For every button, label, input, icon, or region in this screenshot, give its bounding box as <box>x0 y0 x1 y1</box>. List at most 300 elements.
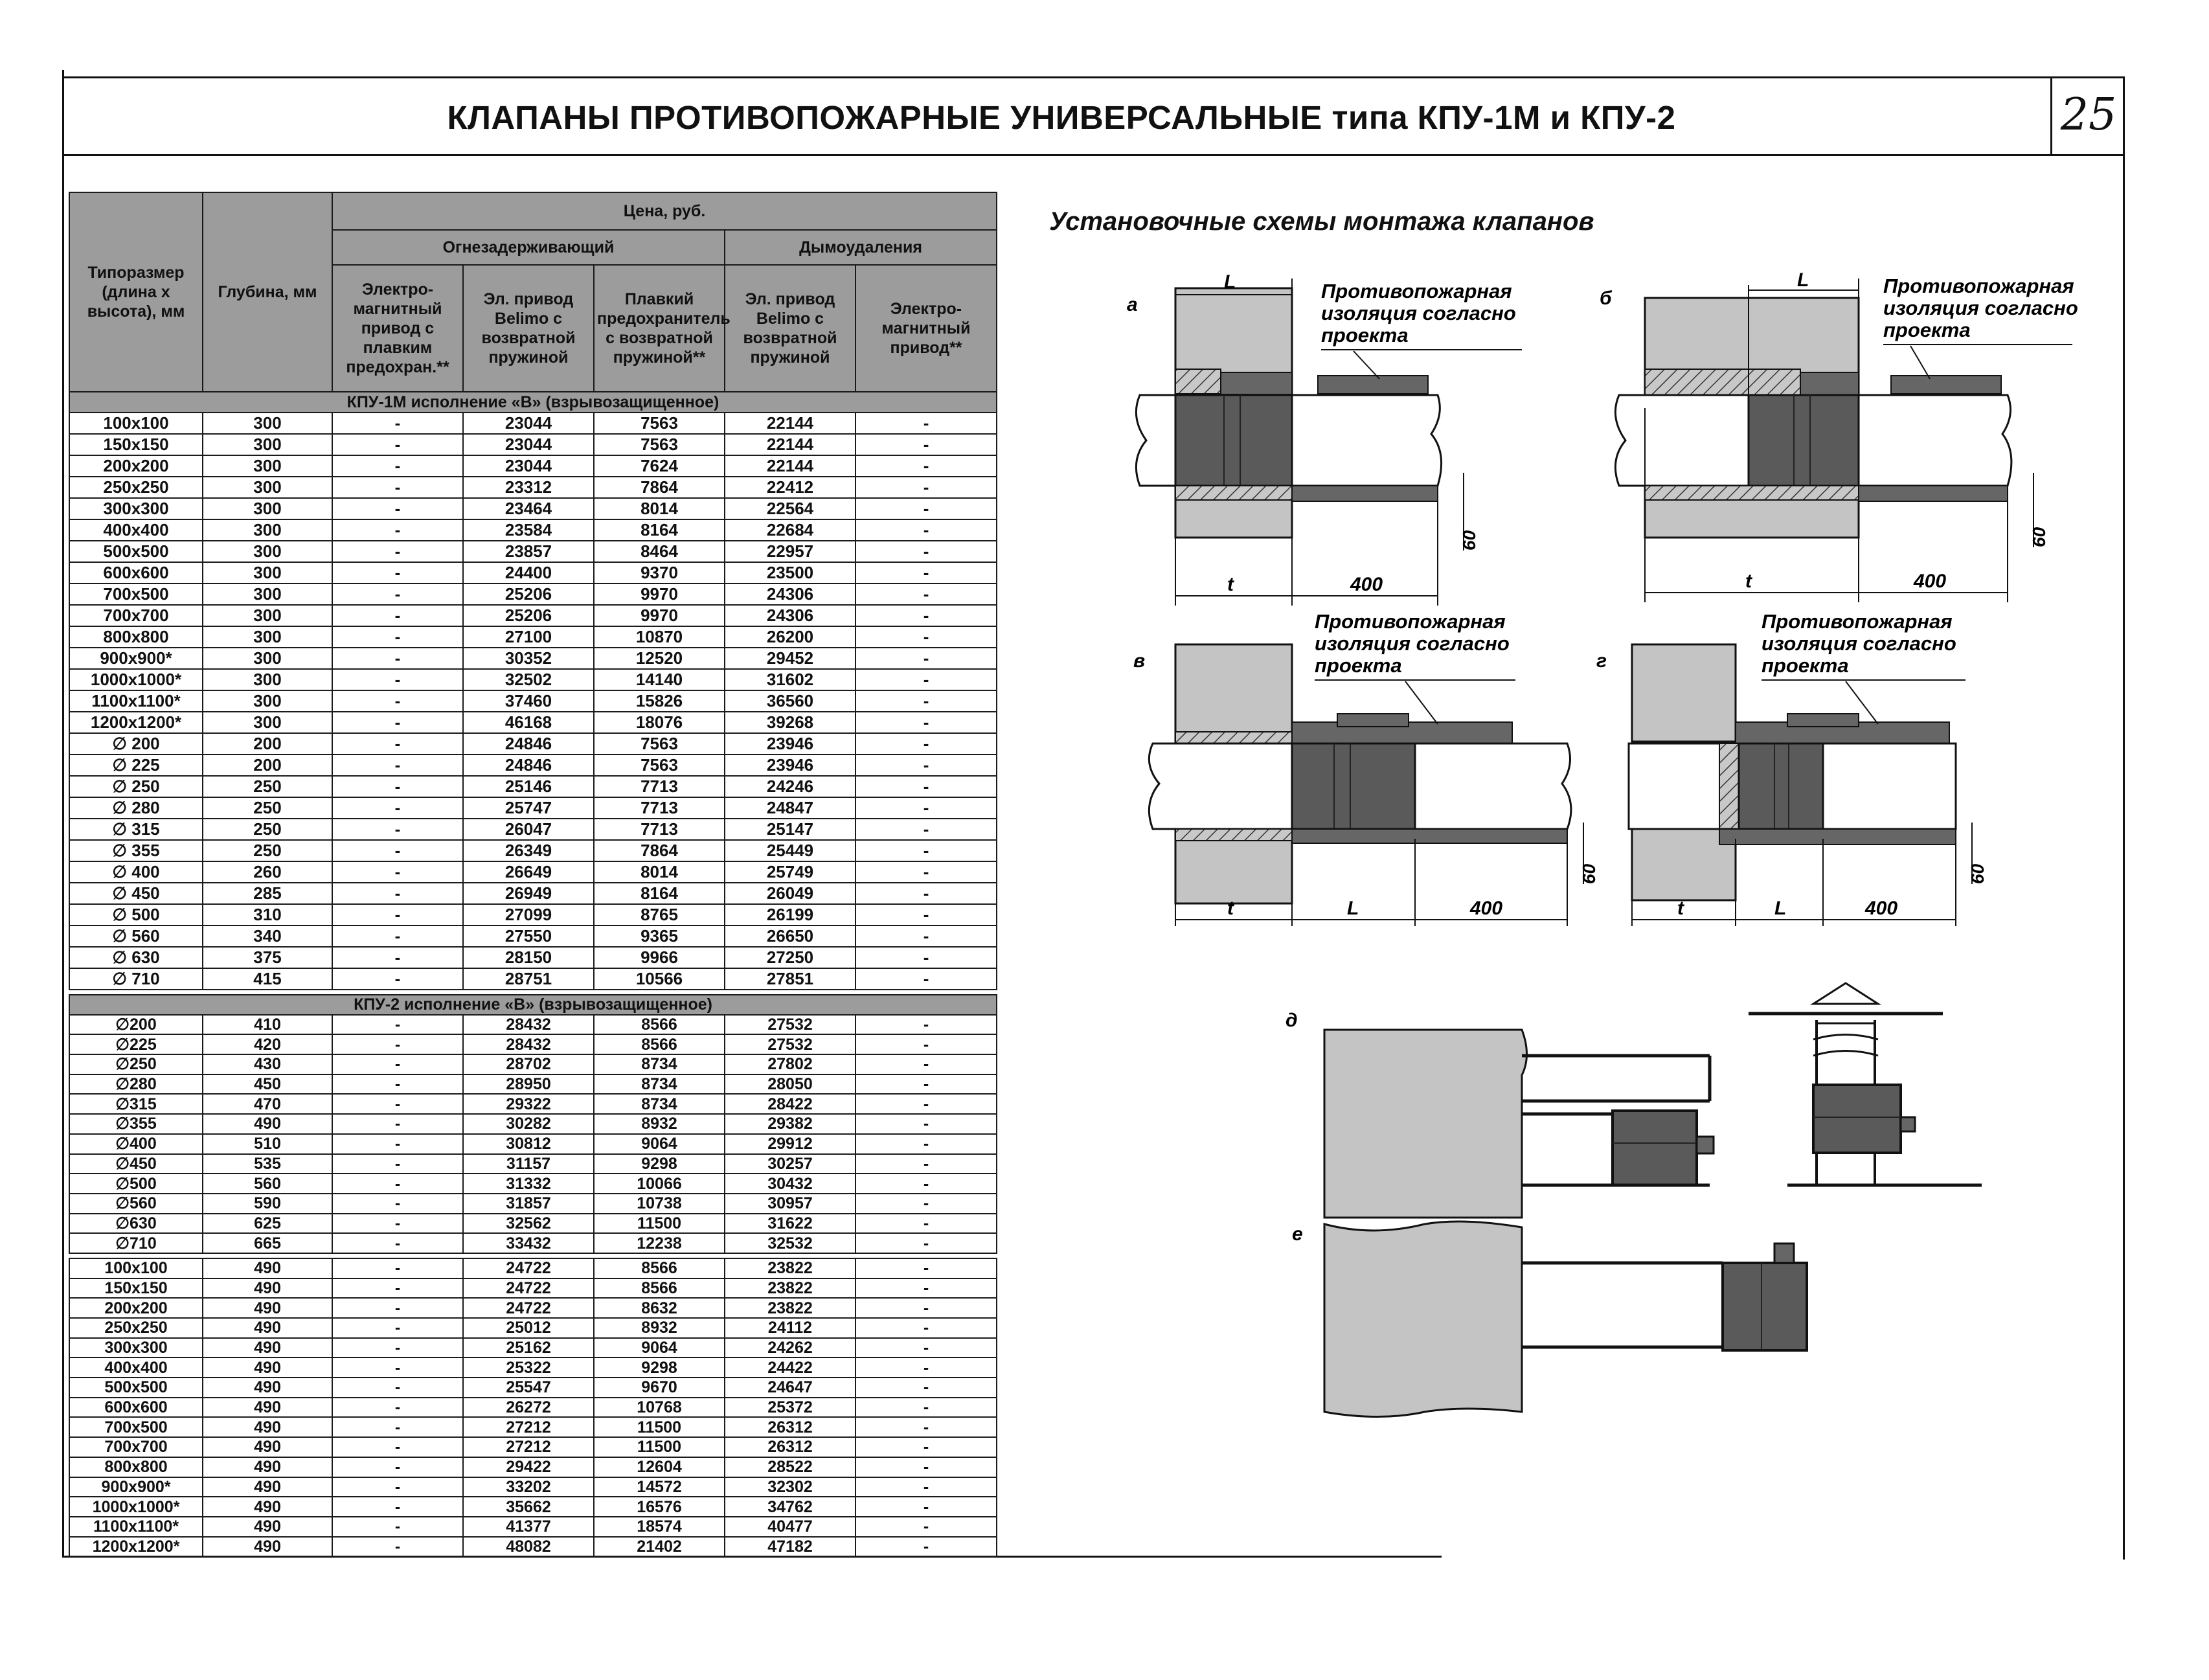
table-cell: 7713 <box>594 819 725 840</box>
table-cell: 900х900* <box>69 648 203 669</box>
table-cell: 24422 <box>725 1357 855 1378</box>
table-cell: - <box>855 626 997 648</box>
table-cell: 700х700 <box>69 1437 203 1457</box>
table-cell: 25206 <box>463 605 594 626</box>
table-cell: 300 <box>203 648 332 669</box>
table-cell: 560 <box>203 1174 332 1194</box>
table-cell: 300 <box>203 712 332 733</box>
table-cell: - <box>332 1477 463 1497</box>
table-row <box>69 1015 997 1035</box>
table-cell: 500х500 <box>69 1378 203 1398</box>
table-cell: 300 <box>203 626 332 648</box>
table-cell: 22144 <box>725 413 855 434</box>
table-cell: - <box>855 968 997 990</box>
table-row <box>69 733 997 755</box>
table-cell: - <box>855 1417 997 1437</box>
table-cell: 21402 <box>594 1537 725 1557</box>
hatch-upper <box>1175 369 1221 394</box>
price-table <box>69 192 997 1557</box>
table-cell: - <box>855 861 997 883</box>
table-cell: - <box>332 883 463 904</box>
table-row <box>69 1517 997 1537</box>
dim-60-b: 60 <box>2029 527 2049 547</box>
table-cell: 11500 <box>594 1214 725 1234</box>
table-row <box>69 1278 997 1299</box>
table-cell: 7563 <box>594 413 725 434</box>
scheme-e-label: е <box>1292 1223 1303 1245</box>
table-cell: - <box>855 562 997 584</box>
table-cell: - <box>855 584 997 605</box>
table-cell: ∅630 <box>69 1214 203 1234</box>
table-cell: - <box>855 477 997 498</box>
table-cell: 415 <box>203 968 332 990</box>
table-cell: 28050 <box>725 1074 855 1095</box>
table-cell: 23946 <box>725 755 855 776</box>
table-cell: 375 <box>203 947 332 968</box>
table-cell: 8014 <box>594 498 725 519</box>
page-number: 25 <box>2060 89 2117 141</box>
table-cell: 22684 <box>725 519 855 541</box>
table-cell: 25372 <box>725 1398 855 1418</box>
table-cell: - <box>855 819 997 840</box>
table-row <box>69 1074 997 1095</box>
dim-L-a: L <box>1224 271 1236 293</box>
table-cell: 7864 <box>594 840 725 861</box>
table-cell: - <box>855 904 997 925</box>
table-cell: - <box>332 1357 463 1378</box>
table-cell: 9365 <box>594 925 725 947</box>
table-cell: - <box>855 755 997 776</box>
table-cell: - <box>332 1015 463 1035</box>
table-cell: - <box>332 1278 463 1299</box>
table-cell: 400х400 <box>69 1357 203 1378</box>
table-cell: - <box>332 1174 463 1194</box>
scheme-b <box>1600 269 2083 602</box>
table-cell: 18574 <box>594 1517 725 1537</box>
table-cell: 250х250 <box>69 477 203 498</box>
table-row <box>69 1233 997 1253</box>
table-cell: 28422 <box>725 1094 855 1114</box>
table-row <box>69 1194 997 1214</box>
table-cell: 7713 <box>594 797 725 819</box>
table-row <box>69 434 997 455</box>
table-cell: 29382 <box>725 1114 855 1134</box>
table-cell: - <box>855 690 997 712</box>
table-cell: 700х700 <box>69 605 203 626</box>
table-cell: 48082 <box>463 1537 594 1557</box>
table-cell: 25747 <box>463 797 594 819</box>
table-cell: 9670 <box>594 1378 725 1398</box>
table-cell: - <box>332 1233 463 1253</box>
table-cell: - <box>332 1114 463 1134</box>
table-cell: 470 <box>203 1094 332 1114</box>
table-cell: 8734 <box>594 1094 725 1114</box>
table-cell: 8632 <box>594 1298 725 1318</box>
table-cell: 31157 <box>463 1154 594 1174</box>
table-cell: - <box>332 626 463 648</box>
table-cell: 490 <box>203 1278 332 1299</box>
valve-body-v <box>1292 744 1415 829</box>
table-cell: 23946 <box>725 733 855 755</box>
table-cell: 450 <box>203 1074 332 1095</box>
table-cell: 8464 <box>594 541 725 562</box>
table-cell: 260 <box>203 861 332 883</box>
table-row <box>69 755 997 776</box>
table-cell: - <box>855 1154 997 1174</box>
table-cell: 9370 <box>594 562 725 584</box>
table-cell: 410 <box>203 1015 332 1035</box>
table-cell: - <box>855 1258 997 1278</box>
table-cell: - <box>855 605 997 626</box>
scheme-g-label: г <box>1596 650 1607 672</box>
page-title: КЛАПАНЫ ПРОТИВОПОЖАРНЫЕ УНИВЕРСАЛЬНЫЕ типа КПУ-1М и КПУ-2 <box>447 99 1676 136</box>
table-cell: 23312 <box>463 477 594 498</box>
table-cell: 24246 <box>725 776 855 797</box>
table-cell: - <box>855 947 997 968</box>
table-cell: - <box>855 434 997 455</box>
table-cell: 22144 <box>725 434 855 455</box>
table-cell: - <box>332 1497 463 1517</box>
table-cell: 1000х1000* <box>69 1497 203 1517</box>
valve-body-b <box>1749 395 1859 486</box>
table-cell: 11500 <box>594 1437 725 1457</box>
table-cell: ∅ 200 <box>69 733 203 755</box>
table-cell: 47182 <box>725 1537 855 1557</box>
table-cell: - <box>855 840 997 861</box>
table-cell: 300 <box>203 605 332 626</box>
table-cell: 200х200 <box>69 455 203 477</box>
table-cell: 490 <box>203 1338 332 1358</box>
table-cell: 700х500 <box>69 1417 203 1437</box>
table-cell: 26049 <box>725 883 855 904</box>
table-cell: 27250 <box>725 947 855 968</box>
table-cell: 25146 <box>463 776 594 797</box>
table-cell: - <box>855 1357 997 1378</box>
table-cell: 32502 <box>463 669 594 690</box>
table-row <box>69 1034 997 1054</box>
scheme-d <box>1286 983 1982 1218</box>
table-cell: ∅ 500 <box>69 904 203 925</box>
table-cell: - <box>332 797 463 819</box>
table-cell: 26650 <box>725 925 855 947</box>
table-cell: 490 <box>203 1378 332 1398</box>
table-cell: - <box>855 1398 997 1418</box>
table-row <box>69 626 997 648</box>
table-cell: ∅250 <box>69 1054 203 1074</box>
table-cell: 1000х1000* <box>69 669 203 690</box>
table-row <box>69 605 997 626</box>
table-cell: - <box>855 1015 997 1035</box>
table-cell: - <box>332 477 463 498</box>
table-cell: 33432 <box>463 1233 594 1253</box>
table-cell: 33202 <box>463 1477 594 1497</box>
table-cell: 30812 <box>463 1134 594 1154</box>
table-cell: - <box>332 947 463 968</box>
scheme-v <box>1133 610 1599 926</box>
table-cell: - <box>855 1233 997 1253</box>
table-cell: ∅ 225 <box>69 755 203 776</box>
table-cell: 490 <box>203 1357 332 1378</box>
table-cell: 10870 <box>594 626 725 648</box>
table-row <box>69 669 997 690</box>
header-fire-retarding: Огнезадерживающий <box>332 230 725 265</box>
table-cell: 26200 <box>725 626 855 648</box>
table-cell: 8566 <box>594 1015 725 1035</box>
table-cell: 26272 <box>463 1398 594 1418</box>
table-cell: - <box>332 690 463 712</box>
table-cell: 31332 <box>463 1174 594 1194</box>
table-cell: - <box>332 1517 463 1537</box>
table-cell: 27851 <box>725 968 855 990</box>
table-row <box>69 819 997 840</box>
table-cell: 27212 <box>463 1437 594 1457</box>
table-cell: 300 <box>203 562 332 584</box>
table-cell: 200 <box>203 755 332 776</box>
table-cell: ∅450 <box>69 1154 203 1174</box>
table-cell: 30257 <box>725 1154 855 1174</box>
table-cell: - <box>332 1134 463 1154</box>
table-cell: 28150 <box>463 947 594 968</box>
table-cell: - <box>332 1457 463 1477</box>
table-cell: 300 <box>203 669 332 690</box>
table-cell: - <box>332 1154 463 1174</box>
table-cell: 14140 <box>594 669 725 690</box>
table-row <box>69 712 997 733</box>
table-cell: 23822 <box>725 1278 855 1299</box>
header-col-fusible-link: Плавкий предохранитель с возвратной пружиной** <box>594 265 725 392</box>
table-cell: 600х600 <box>69 562 203 584</box>
table-cell: 1100х1100* <box>69 690 203 712</box>
table-cell: - <box>855 1278 997 1299</box>
frame-top-rule <box>62 76 2124 78</box>
table-cell: 490 <box>203 1398 332 1418</box>
table-cell: 1200х1200* <box>69 1537 203 1557</box>
dim-400-b: 400 <box>1914 571 1947 592</box>
table-cell: 300 <box>203 519 332 541</box>
table-cell: 26949 <box>463 883 594 904</box>
table-cell: 300 <box>203 584 332 605</box>
table-cell: 8734 <box>594 1054 725 1074</box>
table-cell: 8932 <box>594 1318 725 1338</box>
table-cell: 8932 <box>594 1114 725 1134</box>
dim-400-g: 400 <box>1865 898 1898 919</box>
table-cell: 665 <box>203 1233 332 1253</box>
table-cell: 8164 <box>594 519 725 541</box>
table-cell: 26047 <box>463 819 594 840</box>
table-cell: - <box>855 1094 997 1114</box>
table-cell: - <box>855 541 997 562</box>
table-row <box>69 1134 997 1154</box>
table-cell: - <box>855 1134 997 1154</box>
table-cell: - <box>332 925 463 947</box>
table-cell: - <box>855 712 997 733</box>
header-smoke-removal: Дымоудаления <box>725 230 997 265</box>
table-cell: 25206 <box>463 584 594 605</box>
table-row <box>69 541 997 562</box>
dim-400-v: 400 <box>1470 898 1503 919</box>
table-cell: 8734 <box>594 1074 725 1095</box>
table-cell: 100х100 <box>69 413 203 434</box>
table-cell: 285 <box>203 883 332 904</box>
table-cell: 9970 <box>594 584 725 605</box>
dim-L-v: L <box>1347 898 1359 919</box>
scheme-g <box>1596 610 1988 926</box>
table-cell: 24722 <box>463 1258 594 1278</box>
table-row <box>69 1357 997 1378</box>
scheme-v-label: в <box>1133 650 1146 672</box>
table-cell: 24262 <box>725 1338 855 1358</box>
table-row <box>69 562 997 584</box>
table-row <box>69 947 997 968</box>
dim-t-a: t <box>1227 574 1234 595</box>
table-cell: 8566 <box>594 1034 725 1054</box>
table-cell: 24722 <box>463 1278 594 1299</box>
table-cell: 26199 <box>725 904 855 925</box>
table-cell: - <box>855 498 997 519</box>
table-cell: 25547 <box>463 1378 594 1398</box>
table-cell: 34762 <box>725 1497 855 1517</box>
mounting-schemes-drawing <box>1101 253 2131 1431</box>
table-cell: 22957 <box>725 541 855 562</box>
table-cell: - <box>332 519 463 541</box>
table-cell: - <box>855 1074 997 1095</box>
table-cell: - <box>332 712 463 733</box>
table-row <box>69 840 997 861</box>
table-cell: 490 <box>203 1298 332 1318</box>
table-cell: 500х500 <box>69 541 203 562</box>
table-cell: 490 <box>203 1114 332 1134</box>
table-cell: 10066 <box>594 1174 725 1194</box>
table-cell: 490 <box>203 1437 332 1457</box>
table-cell: - <box>332 1214 463 1234</box>
table-cell: 700х500 <box>69 584 203 605</box>
table-cell: - <box>332 648 463 669</box>
table-cell: - <box>332 755 463 776</box>
table-cell: 250х250 <box>69 1318 203 1338</box>
scheme-a-label: а <box>1127 294 1138 315</box>
table-cell: 490 <box>203 1318 332 1338</box>
table-cell: - <box>855 1537 997 1557</box>
table-cell: 31602 <box>725 669 855 690</box>
valve-body-a <box>1175 395 1292 486</box>
table-cell: 9298 <box>594 1154 725 1174</box>
table-cell: ∅500 <box>69 1174 203 1194</box>
table-cell: 26312 <box>725 1417 855 1437</box>
table-cell: 490 <box>203 1417 332 1437</box>
table-cell: 420 <box>203 1034 332 1054</box>
table-row <box>69 1497 997 1517</box>
insulation-label-g: Противопожарная изоляция согласно проекта <box>1762 610 1956 677</box>
table-row <box>69 519 997 541</box>
table-cell: 35662 <box>463 1497 594 1517</box>
table-cell: ∅ 400 <box>69 861 203 883</box>
table-body-kpu1m <box>69 392 997 990</box>
table-cell: 7713 <box>594 776 725 797</box>
table-cell: 7563 <box>594 755 725 776</box>
table-cell: - <box>855 1214 997 1234</box>
table-row <box>69 1338 997 1358</box>
header-col-belimo-2: Эл. привод Belimo с возвратной пружиной <box>725 265 855 392</box>
table-cell: 22412 <box>725 477 855 498</box>
table-cell: ∅400 <box>69 1134 203 1154</box>
dim-L-b: L <box>1797 269 1809 291</box>
dim-t-g: t <box>1677 898 1684 919</box>
table-row <box>69 1318 997 1338</box>
table-cell: 12520 <box>594 648 725 669</box>
table-cell: 23857 <box>463 541 594 562</box>
table-cell: 27099 <box>463 904 594 925</box>
table-cell: - <box>332 1417 463 1437</box>
table-row <box>69 1154 997 1174</box>
table-cell: 12604 <box>594 1457 725 1477</box>
table-cell: 7563 <box>594 733 725 755</box>
table-cell: ∅200 <box>69 1015 203 1035</box>
table-row <box>69 1258 997 1278</box>
table-cell: 250 <box>203 819 332 840</box>
table-cell: 9966 <box>594 947 725 968</box>
table-row <box>69 1537 997 1557</box>
table-cell: 800х800 <box>69 1457 203 1477</box>
header-size: Типоразмер (длина х высота), мм <box>69 192 203 392</box>
table-cell: 36560 <box>725 690 855 712</box>
table-cell: 15826 <box>594 690 725 712</box>
table-cell: - <box>332 413 463 434</box>
table-cell: - <box>332 1437 463 1457</box>
table-cell: 28432 <box>463 1034 594 1054</box>
dim-60-g: 60 <box>1967 863 1988 884</box>
table-cell: - <box>855 1457 997 1477</box>
table-cell: 25749 <box>725 861 855 883</box>
table-cell: 23044 <box>463 434 594 455</box>
table-cell: - <box>855 1194 997 1214</box>
table-cell: - <box>855 1054 997 1074</box>
scheme-e <box>1292 1221 1807 1417</box>
table-cell: 32532 <box>725 1233 855 1253</box>
table-cell: 40477 <box>725 1517 855 1537</box>
table-row <box>69 413 997 434</box>
section-title-kpu1m: КПУ-1М исполнение «В» (взрывозащищенное) <box>69 392 997 413</box>
table-cell: 24112 <box>725 1318 855 1338</box>
table-cell: 27532 <box>725 1034 855 1054</box>
table-cell: - <box>855 733 997 755</box>
table-cell: - <box>332 733 463 755</box>
table-cell: 29322 <box>463 1094 594 1114</box>
table-cell: 490 <box>203 1457 332 1477</box>
table-cell: - <box>332 1398 463 1418</box>
table-cell: 28432 <box>463 1015 594 1035</box>
table-cell: 11500 <box>594 1417 725 1437</box>
table-cell: - <box>855 1517 997 1537</box>
table-row <box>69 477 997 498</box>
table-cell: 26312 <box>725 1437 855 1457</box>
table-cell: 200х200 <box>69 1298 203 1318</box>
table-row <box>69 1174 997 1194</box>
table-cell: 23822 <box>725 1258 855 1278</box>
table-cell: - <box>332 455 463 477</box>
table-cell: 16576 <box>594 1497 725 1517</box>
table-cell: - <box>855 797 997 819</box>
table-cell: 900х900* <box>69 1477 203 1497</box>
table-cell: 23500 <box>725 562 855 584</box>
section-title-kpu2: КПУ-2 исполнение «В» (взрывозащищенное) <box>69 995 997 1015</box>
table-cell: - <box>855 776 997 797</box>
table-cell: 7864 <box>594 477 725 498</box>
header-depth: Глубина, мм <box>203 192 332 392</box>
table-row <box>69 904 997 925</box>
table-row <box>69 455 997 477</box>
table-cell: - <box>855 413 997 434</box>
table-cell: ∅710 <box>69 1233 203 1253</box>
